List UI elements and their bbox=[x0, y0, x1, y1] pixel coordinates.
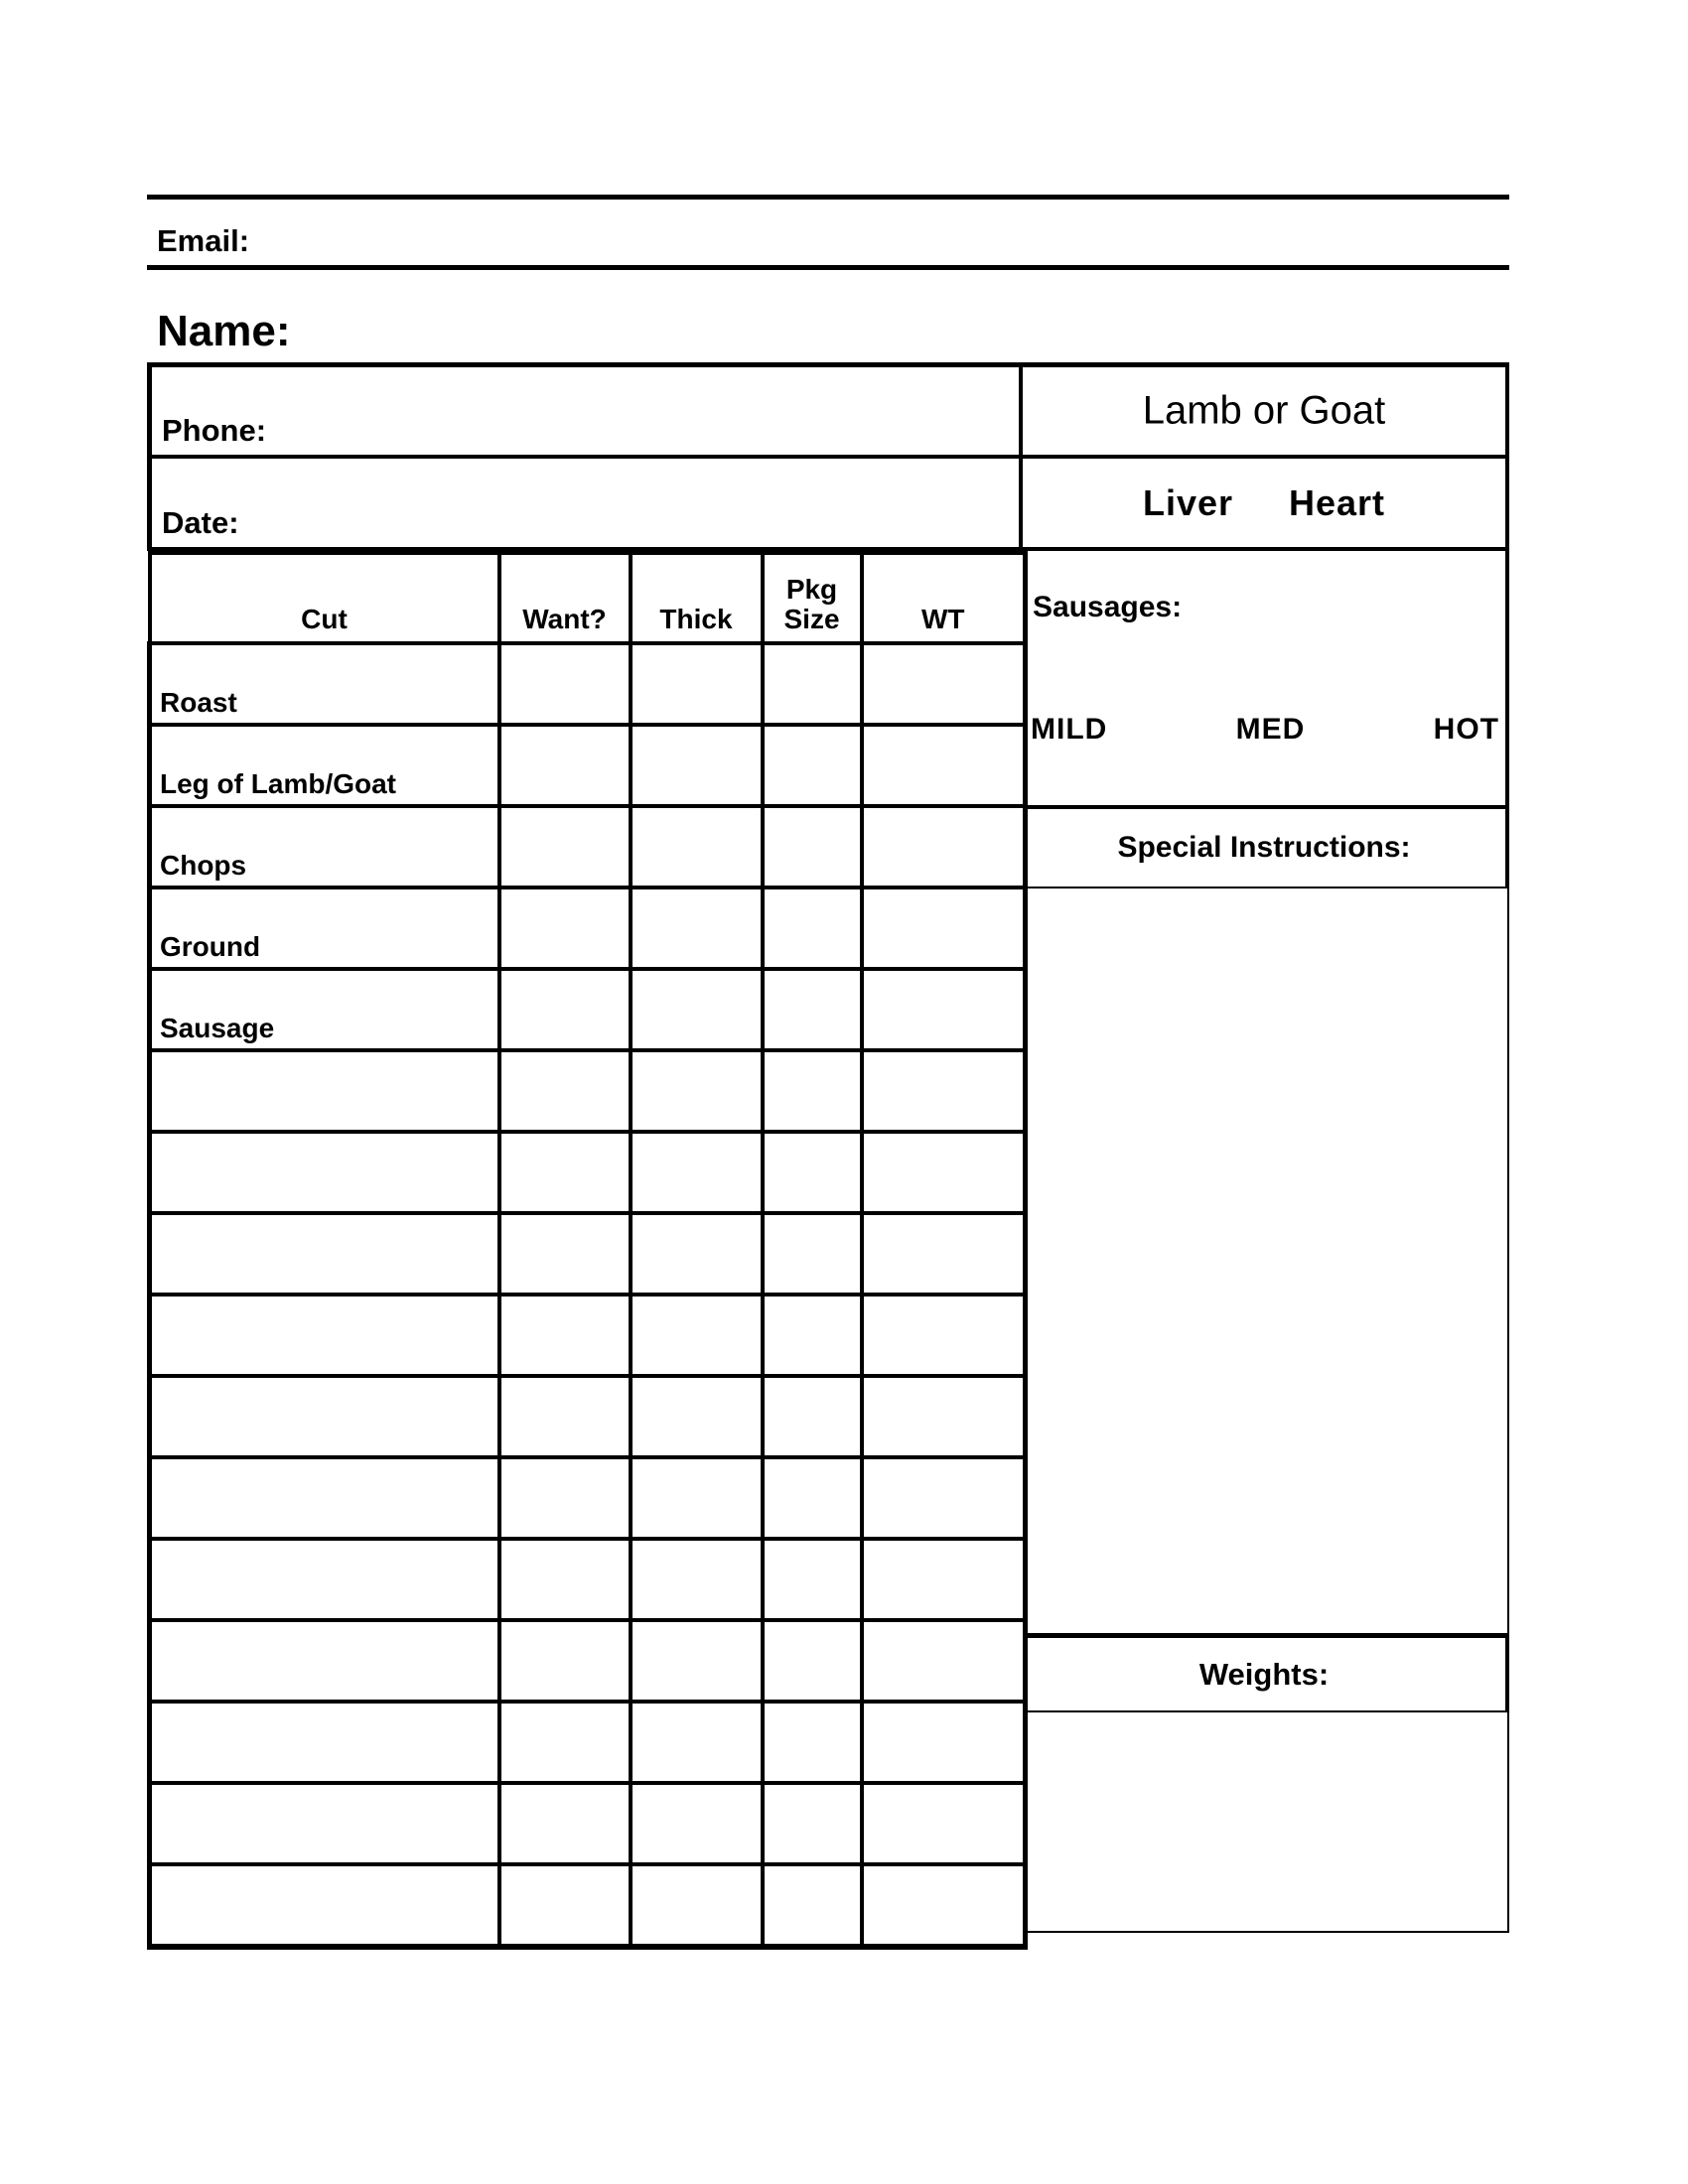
phone-row[interactable] bbox=[147, 367, 1023, 459]
cell-want[interactable] bbox=[499, 643, 631, 725]
cell-wt[interactable] bbox=[862, 725, 1026, 806]
cell-cut[interactable] bbox=[150, 1132, 499, 1213]
cell-wt[interactable] bbox=[862, 1702, 1026, 1783]
name-row[interactable] bbox=[147, 270, 1509, 367]
heat-option-hot[interactable]: HOT bbox=[1433, 713, 1499, 746]
liver-option[interactable]: Liver bbox=[1142, 481, 1233, 523]
organs-options bbox=[1023, 482, 1505, 524]
column-header-thick bbox=[631, 553, 763, 643]
cell-want[interactable] bbox=[499, 806, 631, 887]
cell-cut[interactable] bbox=[150, 1457, 499, 1539]
sausage-heat-options bbox=[1031, 713, 1499, 747]
table-row bbox=[150, 1864, 1026, 1947]
cell-pkg-size[interactable] bbox=[763, 643, 862, 725]
organs-row[interactable] bbox=[1023, 459, 1509, 551]
table-row bbox=[150, 1620, 1026, 1702]
cell-want[interactable] bbox=[499, 1864, 631, 1947]
cell-thick[interactable] bbox=[631, 1295, 763, 1376]
cell-thick[interactable] bbox=[631, 1783, 763, 1864]
cell-wt[interactable] bbox=[862, 1783, 1026, 1864]
cell-want[interactable] bbox=[499, 1213, 631, 1295]
cell-cut[interactable]: Leg of Lamb/Goat bbox=[150, 725, 499, 806]
column-header-want bbox=[499, 553, 631, 643]
cell-pkg-size[interactable] bbox=[763, 725, 862, 806]
cell-cut[interactable]: Ground bbox=[150, 887, 499, 969]
cell-cut[interactable] bbox=[150, 1213, 499, 1295]
cut-table-body bbox=[150, 643, 1026, 1947]
cell-pkg-size[interactable] bbox=[763, 1050, 862, 1132]
cell-cut[interactable] bbox=[150, 1783, 499, 1864]
column-header-cut bbox=[150, 553, 499, 643]
cell-wt[interactable] bbox=[862, 643, 1026, 725]
cell-wt[interactable] bbox=[862, 1376, 1026, 1457]
cell-pkg-size[interactable] bbox=[763, 1132, 862, 1213]
cell-cut[interactable]: Roast bbox=[150, 643, 499, 725]
cell-thick[interactable] bbox=[631, 887, 763, 969]
cell-want[interactable] bbox=[499, 1132, 631, 1213]
cut-table-header-row bbox=[150, 553, 1026, 643]
cell-wt[interactable] bbox=[862, 1050, 1026, 1132]
cell-pkg-size[interactable] bbox=[763, 1457, 862, 1539]
cell-thick[interactable] bbox=[631, 1457, 763, 1539]
sausages-label: Sausages: bbox=[1033, 591, 1183, 623]
column-header-want-label: Want? bbox=[522, 603, 607, 634]
cell-wt[interactable] bbox=[862, 1539, 1026, 1620]
cell-wt[interactable] bbox=[862, 1864, 1026, 1947]
cell-thick[interactable] bbox=[631, 643, 763, 725]
column-header-wt-label: WT bbox=[920, 603, 965, 634]
email-row[interactable] bbox=[147, 195, 1509, 270]
column-header-pkg-size bbox=[763, 553, 862, 643]
cell-want[interactable] bbox=[499, 969, 631, 1050]
cell-pkg-size[interactable] bbox=[763, 1295, 862, 1376]
special-instructions-label: Special Instructions: bbox=[1117, 831, 1411, 864]
column-header-wt bbox=[862, 553, 1026, 643]
cell-pkg-size[interactable] bbox=[763, 1864, 862, 1947]
table-row bbox=[150, 1702, 1026, 1783]
phone-label: Phone: bbox=[162, 413, 267, 448]
column-header-cut-label: Cut bbox=[301, 603, 348, 634]
cell-pkg-size[interactable] bbox=[763, 806, 862, 887]
cell-cut[interactable] bbox=[150, 1295, 499, 1376]
special-instructions-header bbox=[1023, 809, 1509, 888]
cell-thick[interactable] bbox=[631, 1620, 763, 1702]
table-row bbox=[150, 806, 1026, 887]
cell-cut[interactable] bbox=[150, 1702, 499, 1783]
table-row bbox=[150, 1295, 1026, 1376]
date-label: Date: bbox=[162, 505, 239, 540]
cut-order-table bbox=[147, 551, 1028, 1950]
cell-thick[interactable] bbox=[631, 1539, 763, 1620]
cell-thick[interactable] bbox=[631, 1132, 763, 1213]
cell-cut[interactable] bbox=[150, 1864, 499, 1947]
table-row bbox=[150, 1783, 1026, 1864]
table-row bbox=[150, 1132, 1026, 1213]
table-row bbox=[150, 1213, 1026, 1295]
cell-pkg-size[interactable] bbox=[763, 1620, 862, 1702]
cell-pkg-size[interactable] bbox=[763, 1213, 862, 1295]
table-row bbox=[150, 1457, 1026, 1539]
cell-thick[interactable] bbox=[631, 1213, 763, 1295]
cell-wt[interactable] bbox=[862, 1132, 1026, 1213]
column-header-pkg-line2: Size bbox=[783, 603, 840, 634]
cell-thick[interactable] bbox=[631, 1050, 763, 1132]
table-row bbox=[150, 1539, 1026, 1620]
species-title: Lamb or Goat bbox=[1142, 388, 1386, 433]
table-row bbox=[150, 1376, 1026, 1457]
cell-wt[interactable] bbox=[862, 1457, 1026, 1539]
cell-cut[interactable] bbox=[150, 1620, 499, 1702]
weights-header bbox=[1023, 1633, 1509, 1712]
cell-thick[interactable] bbox=[631, 1702, 763, 1783]
cell-thick[interactable] bbox=[631, 1376, 763, 1457]
species-header-cell[interactable] bbox=[1023, 367, 1509, 459]
cell-wt[interactable] bbox=[862, 887, 1026, 969]
cell-pkg-size[interactable] bbox=[763, 1376, 862, 1457]
column-header-pkg-size-label bbox=[765, 575, 860, 641]
heat-option-med[interactable]: MED bbox=[1235, 713, 1306, 746]
table-row bbox=[150, 887, 1026, 969]
cell-wt[interactable] bbox=[862, 1620, 1026, 1702]
cell-pkg-size[interactable] bbox=[763, 969, 862, 1050]
cell-want[interactable] bbox=[499, 887, 631, 969]
cell-wt[interactable] bbox=[862, 1295, 1026, 1376]
weights-label: Weights: bbox=[1198, 1656, 1330, 1692]
cell-cut[interactable] bbox=[150, 1050, 499, 1132]
cell-cut[interactable] bbox=[150, 1376, 499, 1457]
cell-want[interactable] bbox=[499, 1295, 631, 1376]
cell-want[interactable] bbox=[499, 725, 631, 806]
cell-wt[interactable] bbox=[862, 969, 1026, 1050]
name-label: Name: bbox=[157, 307, 291, 355]
cell-pkg-size[interactable] bbox=[763, 1702, 862, 1783]
date-row[interactable] bbox=[147, 459, 1023, 551]
cell-want[interactable] bbox=[499, 1620, 631, 1702]
cell-want[interactable] bbox=[499, 1702, 631, 1783]
cut-table-head bbox=[150, 553, 1026, 643]
column-header-pkg-line1: Pkg bbox=[785, 574, 838, 606]
cell-pkg-size[interactable] bbox=[763, 887, 862, 969]
sausages-section[interactable] bbox=[1023, 551, 1509, 809]
cell-thick[interactable] bbox=[631, 725, 763, 806]
cell-want[interactable] bbox=[499, 1050, 631, 1132]
cell-want[interactable] bbox=[499, 1783, 631, 1864]
cell-thick[interactable] bbox=[631, 969, 763, 1050]
heart-option[interactable]: Heart bbox=[1289, 481, 1386, 523]
cell-thick[interactable] bbox=[631, 1864, 763, 1947]
cell-wt[interactable] bbox=[862, 1213, 1026, 1295]
cell-want[interactable] bbox=[499, 1539, 631, 1620]
table-row bbox=[150, 1050, 1026, 1132]
special-instructions-area[interactable] bbox=[1023, 888, 1509, 1633]
heat-option-mild[interactable]: MILD bbox=[1031, 713, 1108, 746]
cell-cut[interactable] bbox=[150, 1539, 499, 1620]
cell-pkg-size[interactable] bbox=[763, 1783, 862, 1864]
weights-area[interactable] bbox=[1023, 1712, 1509, 1933]
email-label: Email: bbox=[157, 223, 250, 258]
table-row bbox=[150, 969, 1026, 1050]
table-row bbox=[150, 643, 1026, 725]
cell-thick[interactable] bbox=[631, 806, 763, 887]
cell-wt[interactable] bbox=[862, 806, 1026, 887]
table-row bbox=[150, 725, 1026, 806]
column-header-thick-label: Thick bbox=[659, 603, 733, 634]
cell-want[interactable] bbox=[499, 1457, 631, 1539]
cell-cut[interactable]: Chops bbox=[150, 806, 499, 887]
cell-cut[interactable]: Sausage bbox=[150, 969, 499, 1050]
cell-pkg-size[interactable] bbox=[763, 1539, 862, 1620]
cell-want[interactable] bbox=[499, 1376, 631, 1457]
